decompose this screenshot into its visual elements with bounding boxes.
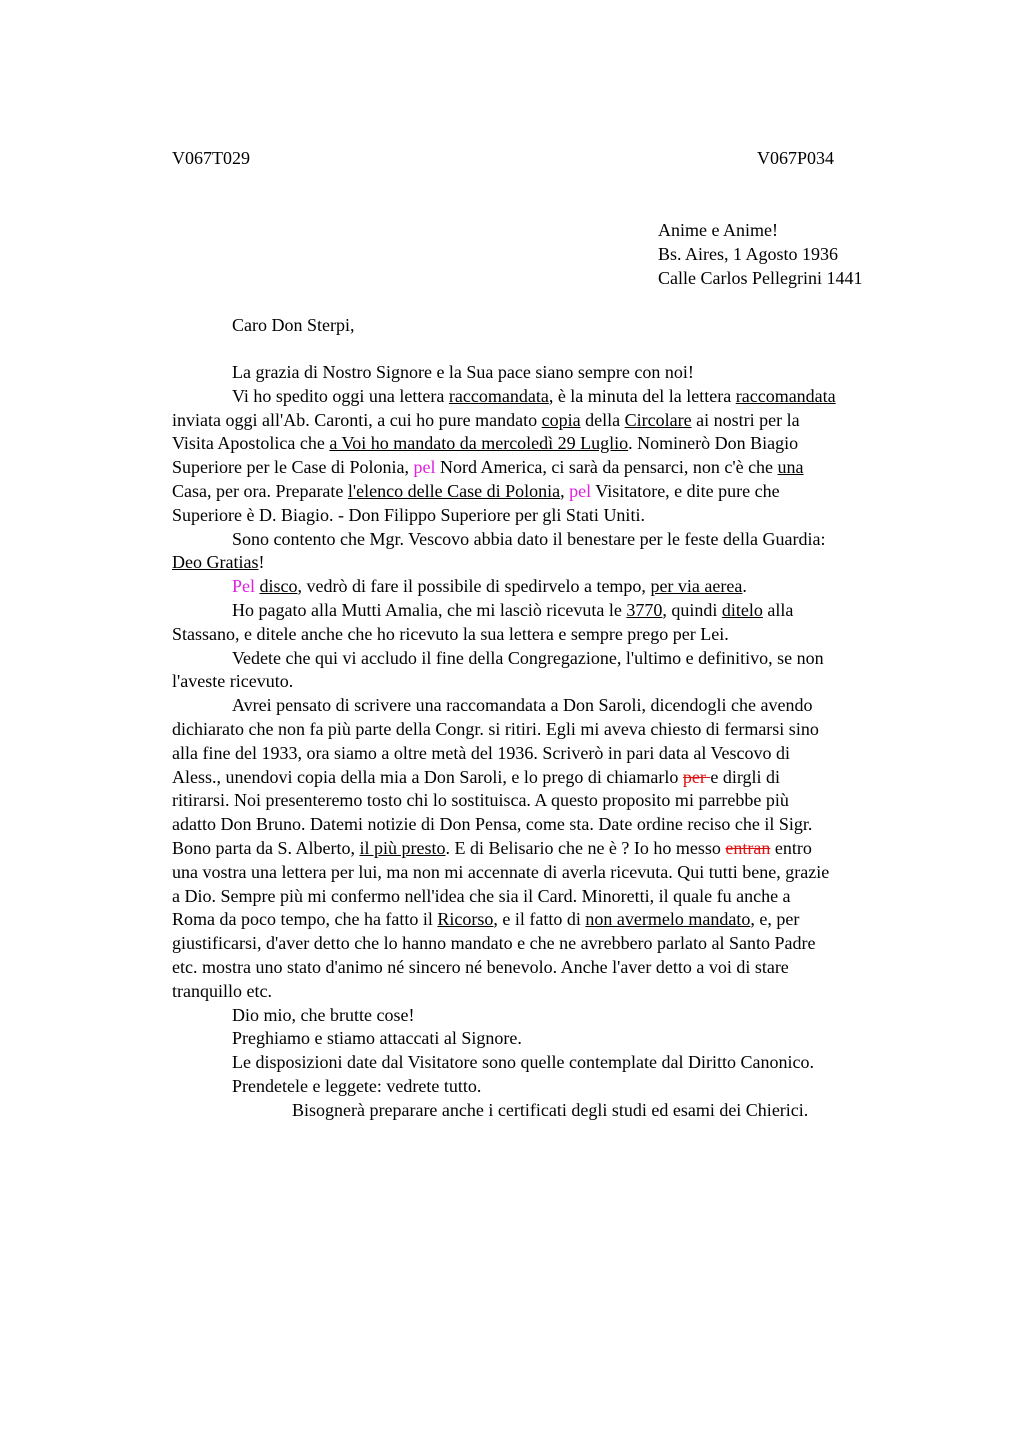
document-code-right: V067P034 xyxy=(757,148,835,168)
underlined-text: 3770 xyxy=(626,599,663,620)
text-segment: Stassano, e ditele anche che ho ricevuto la sua lettera e sempre prego per Lei. xyxy=(172,623,729,644)
letter-line xyxy=(172,932,922,956)
letter-line xyxy=(172,647,922,671)
struck-text: entran xyxy=(725,837,771,858)
underlined-text: Ricorso xyxy=(437,909,494,930)
letter-line xyxy=(172,861,922,885)
text-segment: , e il fatto di xyxy=(493,909,586,930)
text-segment: della xyxy=(580,409,625,430)
text-segment: entro xyxy=(770,837,812,858)
letter-line xyxy=(172,456,922,480)
text-segment: Dio mio, che brutte cose! xyxy=(232,1004,415,1025)
text-segment: Vedete che qui vi accludo il fine della Congregazione, l'ultimo e definitivo, se non xyxy=(232,647,824,668)
text-segment: Casa, per ora. Preparate xyxy=(172,480,348,501)
header-address: Calle Carlos Pellegrini 1441 xyxy=(658,268,863,288)
text-segment: Sono contento che Mgr. Vescovo abbia dato il benestare per le feste della Guardia: xyxy=(232,528,826,549)
text-segment: Superiore è D. Biagio. - Don Filippo Superiore per gli Stati Uniti. xyxy=(172,504,645,525)
letter-line xyxy=(172,1075,922,1099)
letter-line xyxy=(172,385,922,409)
text-segment: Superiore per le Case di Polonia, xyxy=(172,457,414,478)
text-segment: La grazia di Nostro Signore e la Sua pace siano sempre con noi! xyxy=(232,362,694,382)
text-segment: . E di Belisario che ne è ? Io ho messo xyxy=(445,837,726,858)
text-segment: Aless., unendovi copia della mia a Don Saroli, e lo prego di chiamarlo xyxy=(172,766,683,787)
text-segment: , quindi xyxy=(662,599,722,620)
letter-line xyxy=(172,766,922,790)
text-segment: a Dio. Sempre più mi confermo nell'idea che sia il Card. Minoretti, il quale fu anche a xyxy=(172,885,791,906)
letter-line xyxy=(172,694,922,718)
letter-line xyxy=(172,432,922,456)
text-segment: , xyxy=(560,480,570,501)
letter-line xyxy=(172,718,922,742)
letter-header xyxy=(658,218,862,290)
letter-line xyxy=(172,956,922,980)
letter-line xyxy=(172,980,922,1004)
text-segment: alla xyxy=(762,599,794,620)
letter-line xyxy=(172,599,922,623)
underlined-text: copia xyxy=(541,409,581,430)
text-segment: , è la minuta del la lettera xyxy=(548,385,736,406)
letter-line xyxy=(172,885,922,909)
text-segment: , e, per xyxy=(750,909,800,930)
text-segment: Prendetele e leggete: vedrete tutto. xyxy=(232,1075,482,1096)
letter-line xyxy=(172,813,922,837)
highlighted-word: pel xyxy=(569,480,592,501)
struck-text: per xyxy=(682,766,711,787)
underlined-text: disco xyxy=(259,576,298,597)
underlined-text: raccomandata xyxy=(448,385,549,406)
text-segment: inviata oggi all'Ab. Caronti, a cui ho pure mandato xyxy=(172,409,542,430)
letter-body xyxy=(172,361,922,1123)
text-segment: Visitatore, e dite pure che xyxy=(591,480,780,501)
text-segment: dichiarato che non fa più parte della Congr. si ritiri. Egli mi aveva chiesto di fermarsi sino xyxy=(172,718,819,739)
letter-line xyxy=(172,1027,922,1051)
letter-line xyxy=(172,551,922,575)
text-segment: adatto Don Bruno. Datemi notizie di Don Pensa, come sta. Date ordine reciso che il Sigr. xyxy=(172,814,813,835)
letter-line xyxy=(172,670,922,694)
underlined-text: Deo Gratias xyxy=(172,552,259,573)
text-segment: e dirgli di xyxy=(710,766,781,787)
header-motto: Anime e Anime! xyxy=(658,220,778,240)
document-code-left: V067T029 xyxy=(172,148,250,168)
text-segment: l'aveste ricevuto. xyxy=(172,671,294,692)
salutation: Caro Don Sterpi, xyxy=(232,315,355,335)
text-segment: Preghiamo e stiamo attaccati al Signore. xyxy=(232,1028,522,1049)
text-segment: alla fine del 1933, ora siamo a oltre metà del 1936. Scriverò in pari data al Vescovo di xyxy=(172,742,790,763)
text-segment: Avrei pensato di scrivere una raccomandata a Don Saroli, dicendogli che avendo xyxy=(232,695,813,716)
header-date: Bs. Aires, 1 Agosto 1936 xyxy=(658,244,839,264)
letter-line xyxy=(172,837,922,861)
text-segment: Bisognerà preparare anche i certificati degli studi ed esami dei Chierici. xyxy=(292,1099,809,1120)
text-segment: . Nominerò Don Biagio xyxy=(628,433,799,454)
letter-line xyxy=(172,409,922,433)
letter-line xyxy=(172,575,922,599)
letter-line xyxy=(172,623,922,647)
letter-line xyxy=(172,1099,922,1123)
letter-line xyxy=(172,908,922,932)
text-segment: Ho pagato alla Mutti Amalia, che mi lasciò ricevuta le xyxy=(232,599,627,620)
text-segment: ! xyxy=(258,552,265,573)
underlined-text: a Voi ho mandato da mercoledì 29 Luglio xyxy=(329,433,629,454)
underlined-text: l'elenco delle Case di Polonia xyxy=(347,480,561,501)
letter-line xyxy=(172,789,922,813)
text-segment: Visita Apostolica che xyxy=(172,433,330,454)
letter-line xyxy=(172,1004,922,1028)
underlined-text: il più presto xyxy=(359,837,446,858)
text-segment: una vostra una lettera per lui, ma non mi accennate di averla ricevuta. Qui tutti bene, grazie xyxy=(172,861,830,882)
text-segment: Le disposizioni date dal Visitatore sono quelle contemplate dal Diritto Canonico. xyxy=(232,1052,814,1073)
highlighted-word: Pel xyxy=(232,576,256,597)
letter-line xyxy=(172,742,922,766)
letter-line xyxy=(172,528,922,552)
letter-line xyxy=(172,361,922,385)
underlined-text: raccomandata xyxy=(735,385,836,406)
text-segment: , vedrò di fare il possibile di spedirvelo a tempo, xyxy=(297,576,651,597)
letter-line xyxy=(172,1051,922,1075)
underlined-text: non avermelo mandato xyxy=(585,909,751,930)
text-segment: Nord America, ci sarà da pensarci, non c'è che xyxy=(435,457,778,478)
text-segment: giustificarsi, d'aver detto che lo hanno mandato e che ne avrebbero parlato al Santo Padre xyxy=(172,933,816,954)
underlined-text: ditelo xyxy=(721,599,763,620)
text-segment: . xyxy=(742,576,747,597)
text-segment: Bono parta da S. Alberto, xyxy=(172,837,360,858)
text-segment: etc. mostra uno stato d'animo né sincero né benevolo. Anche l'aver detto a voi di stare xyxy=(172,956,789,977)
text-segment: Roma da poco tempo, che ha fatto il xyxy=(172,909,438,930)
text-segment: tranquillo etc. xyxy=(172,980,272,1001)
text-segment: Vi ho spedito oggi una lettera xyxy=(232,385,449,406)
text-segment: ritirarsi. Noi presenteremo tosto chi lo sostituisca. A questo proposito mi parrebbe più xyxy=(172,790,789,811)
underlined-text: una xyxy=(777,457,804,478)
text-segment: ai nostri per la xyxy=(691,409,800,430)
highlighted-word: pel xyxy=(413,457,436,478)
letter-line xyxy=(172,480,922,504)
underlined-text: Circolare xyxy=(624,409,692,430)
underlined-text: per via aerea xyxy=(650,576,743,597)
letter-line xyxy=(172,504,922,528)
